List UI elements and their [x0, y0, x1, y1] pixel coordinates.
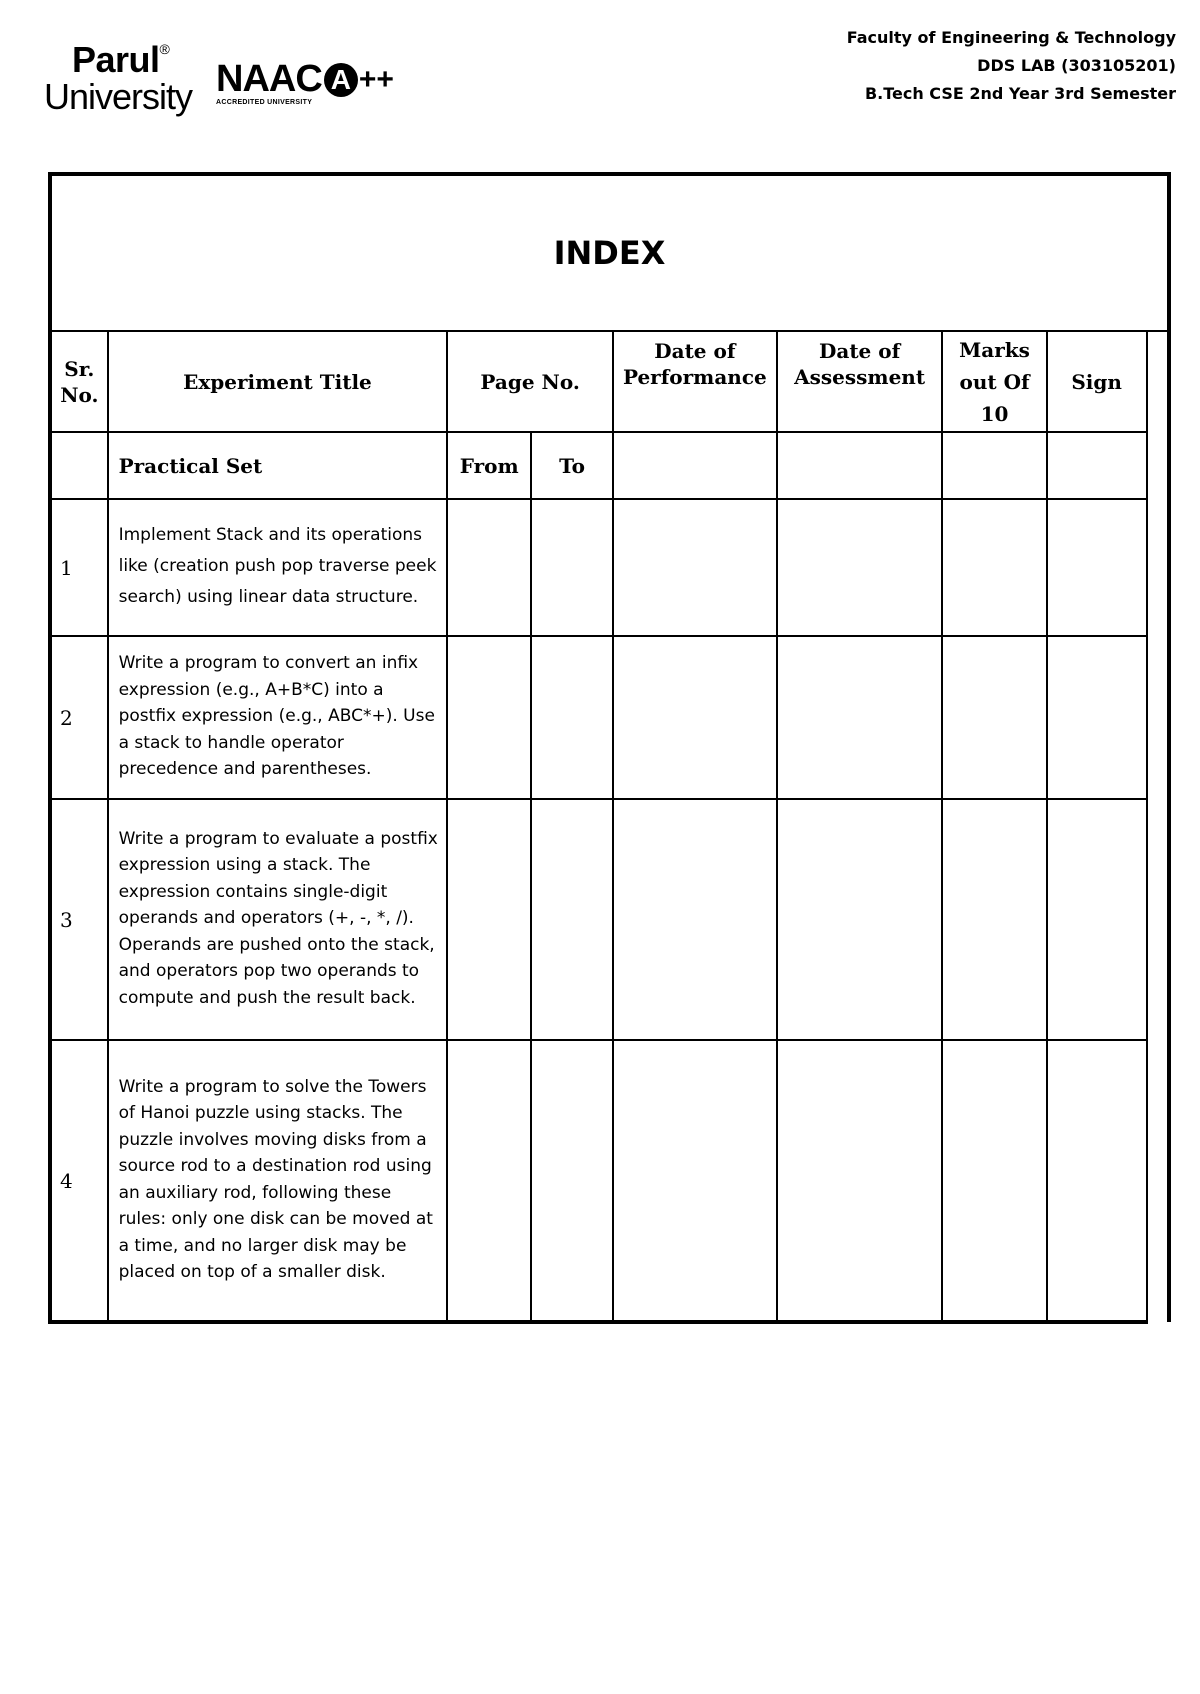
row-page-from	[447, 799, 531, 1040]
row-date-assessment	[777, 499, 943, 636]
row-page-from	[447, 499, 531, 636]
logo-parul-text: Parul	[72, 38, 160, 80]
row-date-assessment	[777, 636, 943, 799]
col-marks: Marks out Of 10	[942, 331, 1046, 432]
index-table	[48, 172, 1171, 1324]
row-date-performance	[613, 1040, 777, 1322]
naac-logo	[216, 58, 394, 106]
col-sr-no: Sr. No.	[50, 331, 108, 432]
university-logo	[44, 34, 394, 122]
subheader-empty-cell	[50, 432, 108, 499]
row-date-performance	[613, 636, 777, 799]
col-date-performance: Date of Performance	[613, 331, 777, 432]
row-sign	[1047, 799, 1147, 1040]
row-date-assessment	[777, 1040, 943, 1322]
row-page-to	[531, 1040, 613, 1322]
row-marks	[942, 499, 1046, 636]
table-row	[50, 1040, 1169, 1322]
faculty-line: Faculty of Engineering & Technology	[846, 28, 1176, 47]
row-sr-no: 1	[50, 499, 108, 636]
row-marks	[942, 799, 1046, 1040]
page-to-label: To	[531, 432, 613, 499]
sign-cell	[1047, 432, 1147, 499]
row-sign	[1047, 499, 1147, 636]
col-sign: Sign	[1047, 331, 1147, 432]
row-page-from	[447, 1040, 531, 1322]
row-marks	[942, 1040, 1046, 1322]
naac-grade-plus: ++	[358, 62, 394, 96]
col-date-assessment: Date of Assessment	[777, 331, 943, 432]
row-marks	[942, 636, 1046, 799]
row-experiment-title: Write a program to convert an infix expression (e.g., A+B*C) into a postfix expression (e.g., ABC*+). Use a stack to handle operator precedence and parentheses.	[108, 636, 448, 799]
row-date-assessment	[777, 799, 943, 1040]
row-page-to	[531, 799, 613, 1040]
page-from-label: From	[447, 432, 531, 499]
registered-mark: ®	[159, 40, 170, 57]
table-row	[50, 499, 1169, 636]
col-experiment-title: Experiment Title	[108, 331, 448, 432]
row-experiment-title: Write a program to evaluate a postfix expression using a stack. The expression contains single-digit operands and operators (+, -, *, /). Operands are pushed onto the stack, and operators pop two operands to compute and push the result back.	[108, 799, 448, 1040]
row-sign	[1047, 636, 1147, 799]
row-page-to	[531, 636, 613, 799]
index-title: INDEX	[50, 174, 1169, 331]
naac-grade-badge: A	[324, 63, 358, 97]
naac-text: NAAC	[216, 58, 322, 100]
col-page-no: Page No.	[447, 331, 613, 432]
assessment-date-cell	[777, 432, 943, 499]
table-row	[50, 799, 1169, 1040]
row-sign	[1047, 1040, 1147, 1322]
row-date-performance	[613, 499, 777, 636]
naac-subtitle: ACCREDITED UNIVERSITY	[216, 99, 313, 106]
logo-university-text: University	[44, 75, 193, 117]
parul-logo	[44, 38, 193, 117]
row-experiment-title: Implement Stack and its operations like (creation push pop traverse peek search) using linear data structure.	[108, 499, 448, 636]
performance-date-cell	[613, 432, 777, 499]
row-date-performance	[613, 799, 777, 1040]
practical-set-label: Practical Set	[108, 432, 448, 499]
row-sr-no: 3	[50, 799, 108, 1040]
marks-cell	[942, 432, 1046, 499]
table-right-strip	[1147, 331, 1169, 1322]
semester-line: B.Tech CSE 2nd Year 3rd Semester	[864, 84, 1176, 103]
lab-line: DDS LAB (303105201)	[977, 56, 1176, 75]
row-page-from	[447, 636, 531, 799]
row-sr-no: 2	[50, 636, 108, 799]
course-info	[847, 24, 1176, 108]
table-row	[50, 636, 1169, 799]
row-experiment-title: Write a program to solve the Towers of Hanoi puzzle using stacks. The puzzle involves moving disks from a source rod to a destination rod using an auxiliary rod, following these rules: only one disk can be moved at a time, and no larger disk may be placed on top of a smaller disk.	[108, 1040, 448, 1322]
row-sr-no: 4	[50, 1040, 108, 1322]
row-page-to	[531, 499, 613, 636]
